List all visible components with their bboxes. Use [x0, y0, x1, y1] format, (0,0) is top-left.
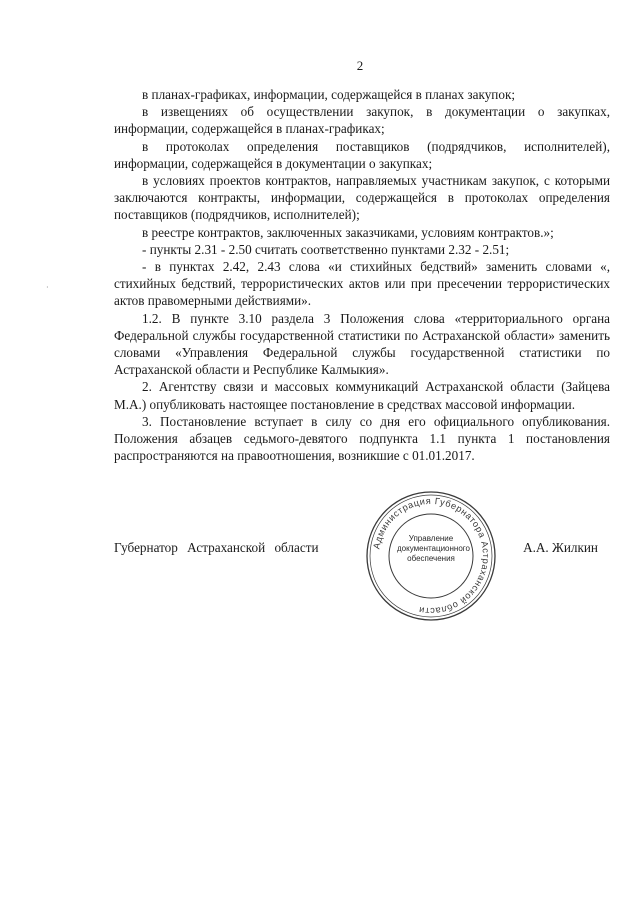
- paragraph: 1.2. В пункте 3.10 раздела 3 Положения слова «территориального органа Федеральной службы государственной статистики по Астраханской области» заменить словами «Управления Федеральной службы государственной статистики по Астраханской области и Республике Калмыкия».: [114, 310, 610, 378]
- svg-text:Администрация Губернатора Астр: Администрация Губернатора Астраханской области: [371, 495, 492, 617]
- paragraph: в извещениях об осуществлении закупок, в документации о закупках, информации, содержащейся в планах-графиках;: [114, 104, 610, 137]
- paragraph: в планах-графиках, информации, содержащейся в планах закупок;: [142, 87, 516, 102]
- document-body: [114, 86, 610, 464]
- paragraph: 2. Агентству связи и массовых коммуникаций Астраханской области (Зайцева М.А.) опубликовать настоящее постановление в средствах массовой информации.: [114, 379, 610, 412]
- paragraph: - пункты 2.31 - 2.50 считать соответственно пунктами 2.32 - 2.51;: [142, 241, 510, 257]
- page-number: 2: [356, 58, 364, 73]
- signatory-name: А.А. Жилкин: [523, 540, 598, 555]
- official-stamp: [363, 488, 499, 624]
- paragraph: в реестре контрактов, заключенных заказчиками, условиям контрактов.»;: [142, 224, 554, 240]
- paragraph: в протоколах определения поставщиков (подрядчиков, исполнителей), информации, содержащейся в документации о закупках;: [114, 138, 610, 171]
- paragraph: в условиях проектов контрактов, направляемых участникам закупок, с которыми заключаются контракты, информации, содержащейся в протоколах определения поставщиков (подрядчиков, исполнителей);: [114, 173, 610, 223]
- signatory-title: Губернатор Астраханской области: [114, 540, 319, 555]
- stamp-inner-text: Управление документационного обеспечения: [397, 534, 470, 563]
- paragraph: 3. Постановление вступает в силу со дня его официального опубликования. Положения абзацев седьмого-девятого подпункта 1.1 пункта 1 постановления распространяются на правоотношения, возникшие с 01.01.2017.: [114, 413, 610, 464]
- signature-block: [114, 540, 610, 564]
- margin-dot: ·: [46, 283, 49, 292]
- paragraph: - в пунктах 2.42, 2.43 слова «и стихийных бедствий» заменить словами «, стихийных бедствий, террористических актов или при пресечении террористических актов правомерными действиями».: [114, 259, 610, 309]
